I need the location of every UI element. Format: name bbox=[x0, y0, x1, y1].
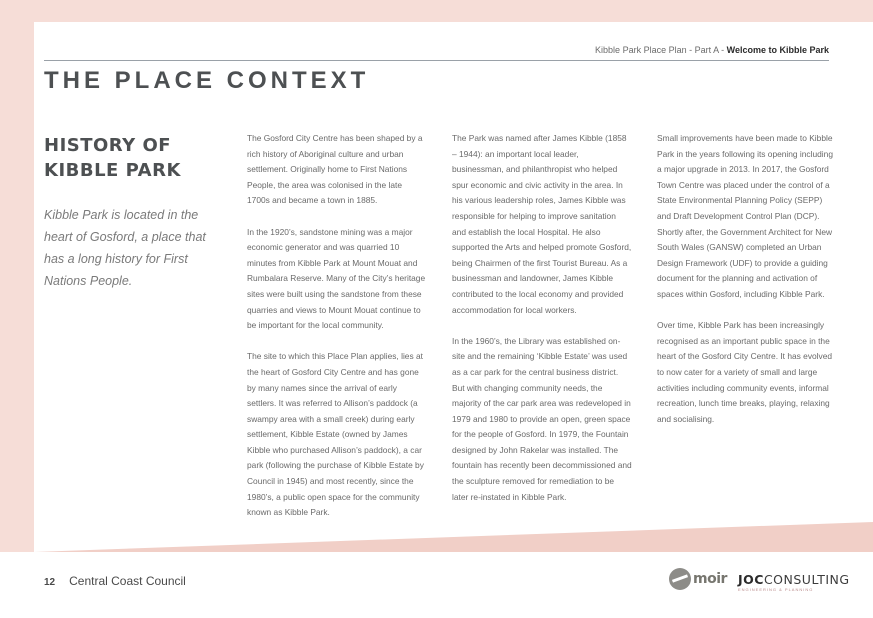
moir-logo-text: moir bbox=[693, 571, 727, 587]
paragraph: Small improvements have been made to Kibble Park in the years following its opening including a major upgrade in 2013. In 2017, the Gosford Town Centre was placed under the control of a State Environmental Planning Policy (SEPP) and Draft Development Control Plan (DCP). Shortly after, the Government Architect for New South Wales (GANSW) completed an Urban Design Framework (UDF) to provide a guiding document for the planning and activation of spaces within Gosford, including Kibble Park. bbox=[657, 133, 833, 299]
paragraph: The site to which this Place Plan applies, lies at the heart of Gosford City Centre and has gone by many names since the arrival of early settlers. It was referred to Allison’s paddock (a swampy area with a small creek) during early settlement, Kibble Estate (owned by James Kibble who purchased Allison’s paddock), a car park (following the purchase of Kibble Estate by Council in 1945) and most recently, since the 1980’s, a public open space for the community known as Kibble Park. bbox=[247, 351, 424, 518]
text-column-3 bbox=[657, 131, 837, 443]
paragraph: In the 1960’s, the Library was established on-site and the remaining ‘Kibble Estate’ was used as a car park for the central business district. But with changing community needs, the majority of the car park area was redeveloped in 1979 and 1980 to provide an open, green space for the people of Gosford. In 1979, the Fountain designed by John Rakelar was installed. The fountain has recently been decommissioned and the sculpture removed for remediation to be later re-instated in Kibble Park. bbox=[452, 335, 632, 502]
joc-consulting-logo bbox=[738, 572, 850, 592]
moir-logo bbox=[669, 568, 727, 590]
page-title: THE PLACE CONTEXT bbox=[44, 67, 370, 94]
paragraph: The Gosford City Centre has been shaped by a rich history of Aboriginal culture and urban settlement. Originally home to First Nations People, the area was colonised in the late 1700s and became a town in 1885. bbox=[247, 133, 423, 206]
text-column-1 bbox=[247, 131, 427, 536]
text-column-2 bbox=[452, 131, 632, 521]
paragraph: In the 1920’s, sandstone mining was a major economic generator and was quarried 10 minutes from Kibble Park at Mount Mouat and Rumbalara Reserve. Many of the City’s heritage sites were built using the sandstone from these quarries and views to Mount Mouat continue to be important for the local community. bbox=[247, 226, 426, 331]
moir-logo-mark-icon bbox=[669, 568, 691, 590]
breadcrumb-prefix: Kibble Park Place Plan - Part A - bbox=[595, 45, 727, 55]
footer bbox=[44, 574, 186, 588]
lead-quote: Kibble Park is located in the heart of Gosford, a place that has a long history for First Nations People. bbox=[44, 208, 206, 288]
breadcrumb-current: Welcome to Kibble Park bbox=[726, 45, 829, 55]
joc-logo-rest: CONSULTING bbox=[763, 572, 850, 587]
diagonal-accent bbox=[34, 522, 873, 552]
paragraph: Over time, Kibble Park has been increasingly recognised as an important public space in the heart of the Gosford City Centre. It has evolved to now cater for a variety of small and large activities including community events, informal recreation, lunch time breaks, playing, relaxing and socialising. bbox=[657, 320, 833, 424]
page-number: 12 bbox=[44, 577, 56, 588]
joc-logo-bold: JOC bbox=[738, 572, 764, 587]
paragraph: The Park was named after James Kibble (1858 – 1944): an important local leader, businessman, and philanthropist who helped spur economic and civic activity in the area. In his various leadership roles, James Kibble was responsible for helping to improve sanitation and establish the local Hospital. He also supported the Arts and helped promote Gosford, being Chairmen of the first Tourist Bureau. As a businessman and landowner, James Kibble contributed to the local economy and provided accommodation for local workers. bbox=[452, 133, 632, 315]
council-name: Central Coast Council bbox=[69, 574, 186, 588]
breadcrumb bbox=[595, 45, 829, 55]
history-heading: HISTORY OF KIBBLE PARK bbox=[44, 135, 181, 181]
joc-logo-subtitle: ENGINEERING & PLANNING bbox=[738, 587, 814, 592]
header-rule bbox=[44, 60, 829, 61]
